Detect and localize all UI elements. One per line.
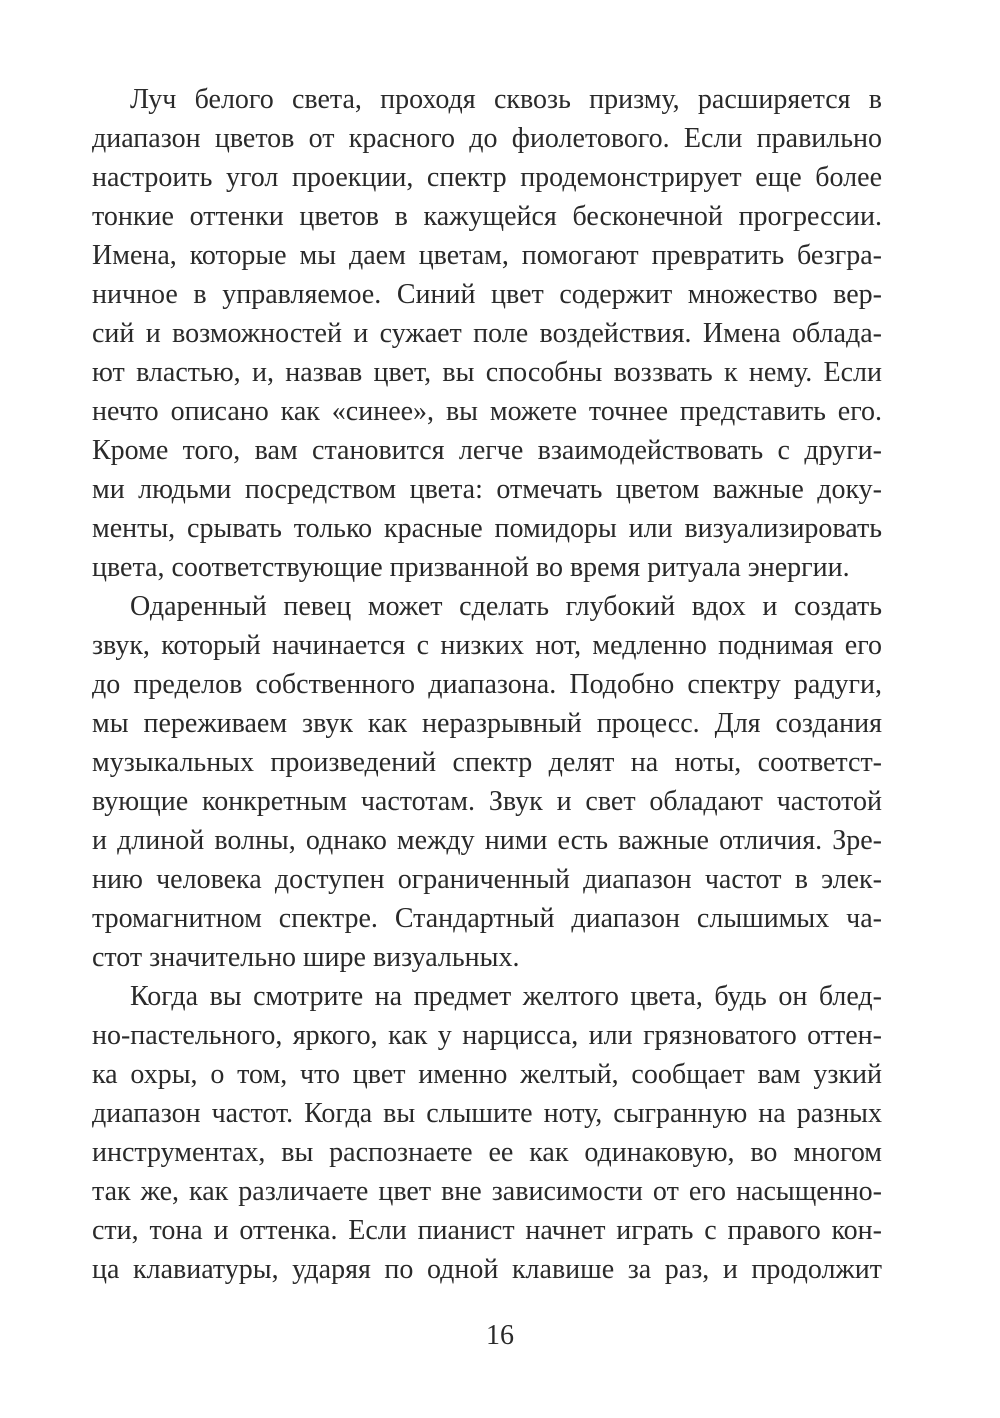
text-line: вующие конкретным частотам. Звук и свет обладают частотой (92, 786, 882, 817)
text-line: сти, тона и оттенка. Если пианист начнет играть с правого кон- (92, 1215, 882, 1246)
text-line: тромагнитном спектре. Стандартный диапазон слышимых ча- (92, 903, 882, 934)
text-line: Луч белого света, проходя сквозь призму, расширяется в (130, 84, 882, 115)
text-line: Одаренный певец может сделать глубокий вдох и создать (130, 591, 882, 622)
paragraph (92, 977, 882, 1289)
text-line: ка охры, о том, что цвет именно желтый, сообщает вам узкий (92, 1059, 882, 1090)
text-line: музыкальных произведений спектр делят на ноты, соответст- (92, 747, 882, 778)
text-line: до пределов собственного диапазона. Подобно спектру радуги, (92, 669, 882, 700)
text-line: нечто описано как «синее», вы можете точнее представить его. (92, 396, 882, 427)
page-number: 16 (486, 1320, 514, 1351)
text-line: инструментах, вы распознаете ее как одинаковую, во многом (92, 1137, 882, 1168)
text-line: менты, срывать только красные помидоры или визуализировать (92, 513, 882, 544)
text-line: ми людьми посредством цвета: отмечать цветом важные доку- (92, 474, 882, 505)
text-line: звук, который начинается с низких нот, медленно поднимая его (92, 630, 882, 661)
text-line: Кроме того, вам становится легче взаимодействовать с други- (92, 435, 882, 466)
paragraph (92, 80, 882, 587)
text-line: настроить угол проекции, спектр продемонстрирует еще более (92, 162, 882, 193)
page-body (92, 80, 882, 1289)
text-line: ют властью, и, назвав цвет, вы способны воззвать к нему. Если (92, 357, 882, 388)
text-line: так же, как различаете цвет вне зависимости от его насыщенно- (92, 1176, 882, 1207)
text-line: ничное в управляемое. Синий цвет содержит множество вер- (92, 279, 882, 310)
text-line: мы переживаем звук как неразрывный процесс. Для создания (92, 708, 882, 739)
text-line: ца клавиатуры, ударяя по одной клавише за раз, и продолжит (92, 1254, 882, 1285)
text-line: цвета, соответствующие призванной во время ритуала энергии. (92, 552, 850, 583)
text-line: но-пастельного, яркого, как у нарцисса, или грязноватого оттен- (92, 1020, 882, 1051)
text-line: тонкие оттенки цветов в кажущейся бесконечной прогрессии. (92, 201, 882, 232)
text-line: и длиной волны, однако между ними есть важные отличия. Зре- (92, 825, 882, 856)
text-line: сий и возможностей и сужает поле воздействия. Имена облада- (92, 318, 882, 349)
paragraph (92, 587, 882, 977)
text-line: диапазон цветов от красного до фиолетового. Если правильно (92, 123, 882, 154)
text-line: стот значительно шире визуальных. (92, 942, 520, 973)
text-line: диапазон частот. Когда вы слышите ноту, сыгранную на разных (92, 1098, 882, 1129)
text-line: Когда вы смотрите на предмет желтого цвета, будь он блед- (130, 981, 882, 1012)
text-line: Имена, которые мы даем цветам, помогают превратить безгра- (92, 240, 882, 271)
text-line: нию человека доступен ограниченный диапазон частот в элек- (92, 864, 882, 895)
